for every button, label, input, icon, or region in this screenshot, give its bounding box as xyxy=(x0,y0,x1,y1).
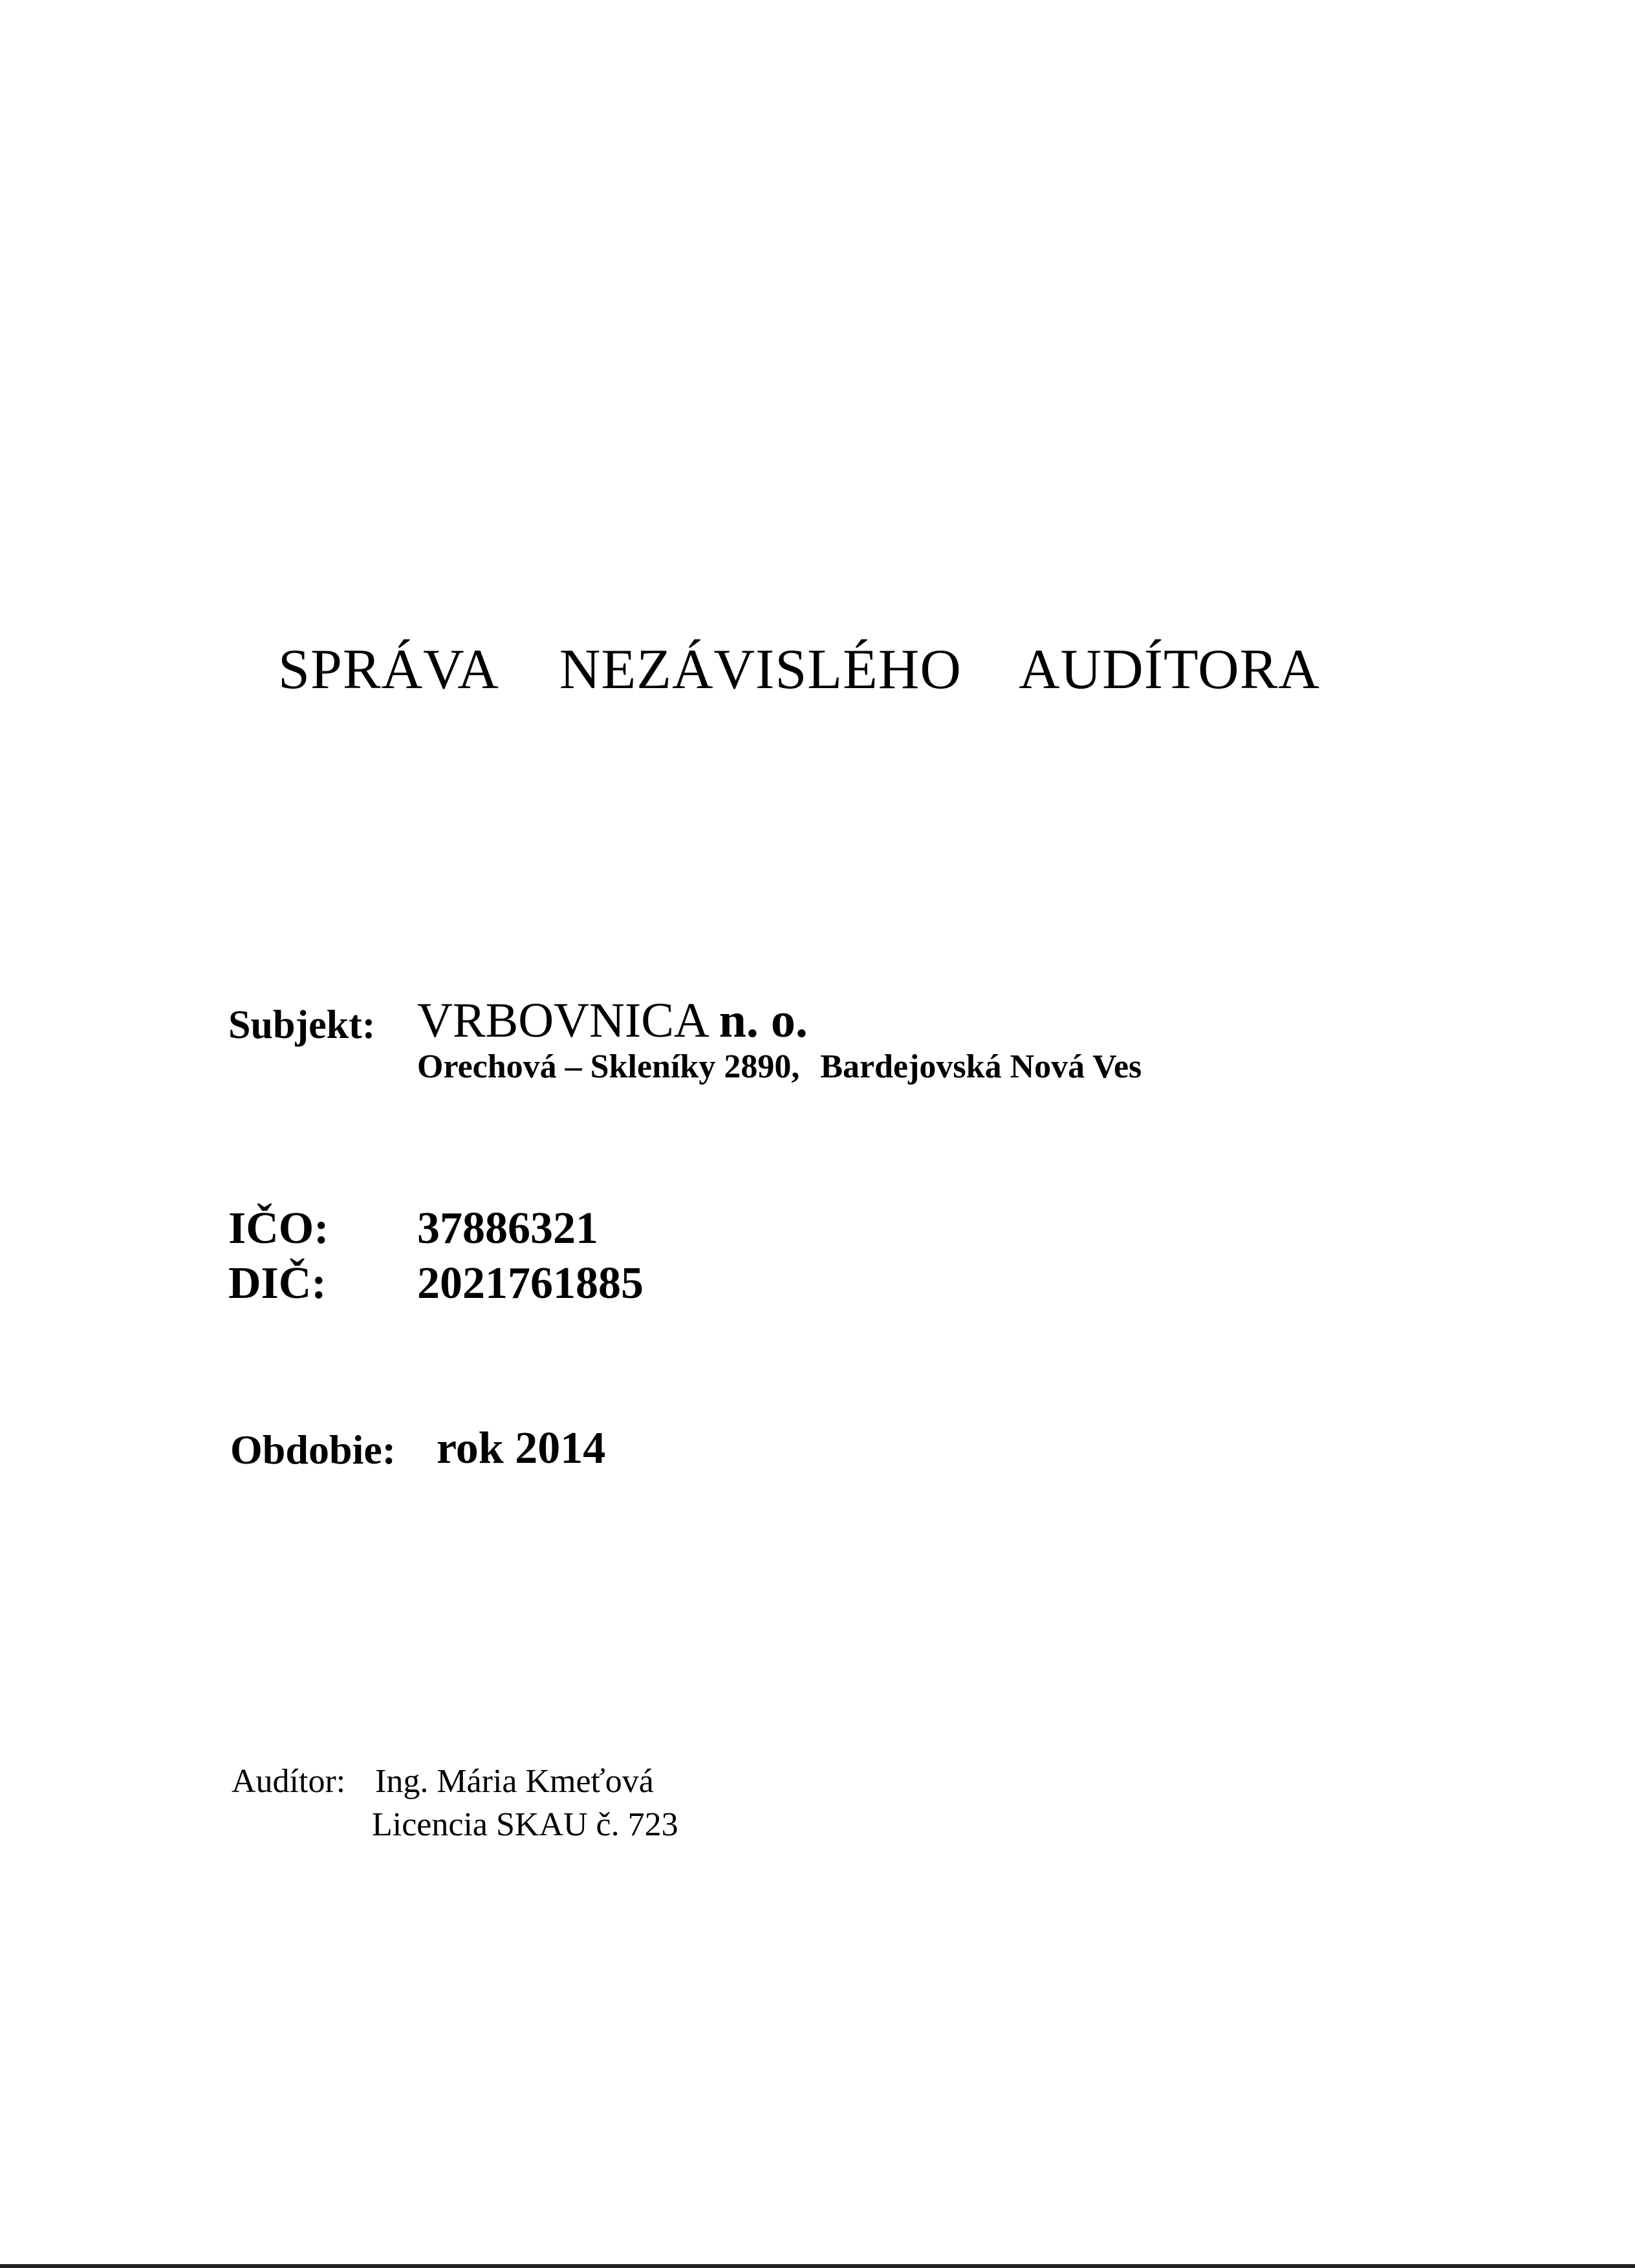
ico-value: 37886321 xyxy=(417,1204,598,1253)
title-word-3: AUDÍTORA xyxy=(1019,638,1320,701)
auditor-label: Audítor: xyxy=(232,1763,346,1800)
dic-label: DIČ: xyxy=(228,1258,327,1308)
subject-name xyxy=(417,993,808,1049)
subject-address xyxy=(417,1048,1142,1086)
period-value: rok 2014 xyxy=(437,1423,606,1473)
dic-value: 2021761885 xyxy=(417,1258,644,1308)
auditor-license: Licencia SKAU č. 723 xyxy=(372,1806,678,1843)
subject-name-text: VRBOVNICA xyxy=(417,993,707,1048)
title-word-1: SPRÁVA xyxy=(278,638,499,701)
auditor-name: Ing. Mária Kmeťová xyxy=(375,1763,654,1800)
report-title xyxy=(278,637,1320,702)
ico-label: IČO: xyxy=(228,1204,329,1253)
subject-suffix: n. o. xyxy=(719,993,808,1048)
address-street: Orechová – Skleníky 2890, xyxy=(417,1048,800,1085)
scan-edge-line xyxy=(0,2264,1635,2268)
address-city: Bardejovská Nová Ves xyxy=(820,1048,1142,1085)
period-label: Obdobie: xyxy=(230,1427,396,1473)
title-word-2: NEZÁVISLÉHO xyxy=(559,638,962,701)
subject-label: Subjekt: xyxy=(228,1003,376,1047)
